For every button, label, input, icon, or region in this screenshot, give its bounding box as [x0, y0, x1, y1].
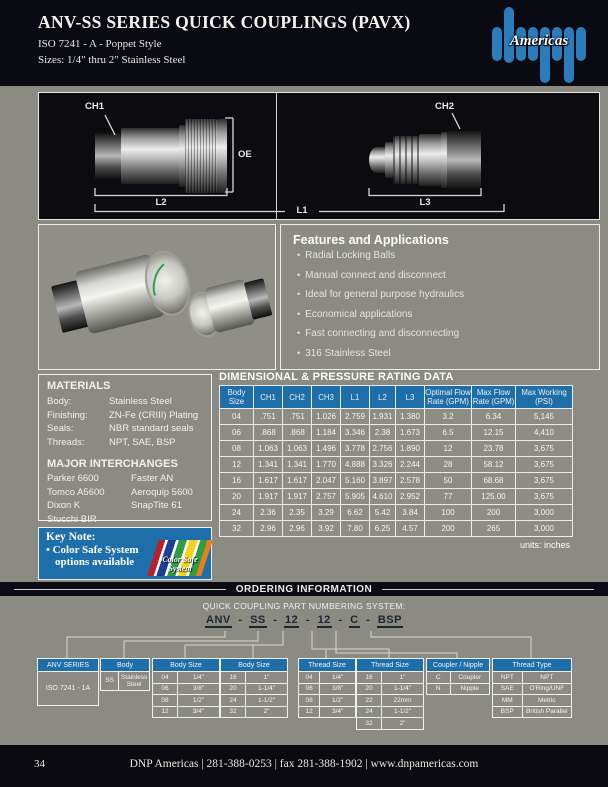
table-cell: 2.96 — [283, 521, 312, 537]
ordering-box-header: ANV SERIES — [38, 659, 98, 671]
table-cell: 3,000 — [516, 521, 573, 537]
ordering-box-row — [299, 694, 355, 706]
ordering-box-value: 1-1/4" — [393, 685, 412, 692]
ordering-box-row — [38, 671, 98, 705]
part-number — [0, 614, 608, 626]
ordering-box-code: 16 — [221, 672, 246, 683]
feature-item — [281, 270, 599, 290]
features-panel — [280, 224, 600, 370]
materials-value: ZN-Fe (CRIII) Plating — [109, 409, 199, 421]
table-cell: 77 — [425, 489, 472, 505]
ordering-box-row — [153, 694, 219, 706]
materials-rows — [47, 395, 211, 449]
table-cell: 1.496 — [312, 441, 341, 457]
page-footer — [0, 745, 608, 787]
ordering-box-value: 2" — [399, 719, 406, 727]
bullet-icon: • — [297, 328, 301, 338]
page-header — [0, 0, 608, 86]
css-text-line1: Color Safe — [162, 555, 198, 564]
table-cell: 1.617 — [283, 473, 312, 489]
ordering-box-row — [221, 706, 287, 718]
ordering-box-header: Body Size — [153, 659, 219, 671]
ordering-box-value: Stainless Steel — [120, 673, 148, 688]
ordering-box-value: 1-1/2" — [257, 696, 276, 704]
materials-label: Body: — [47, 396, 72, 407]
table-row — [220, 425, 573, 441]
table-cell: 20 — [220, 489, 254, 505]
table-cell: 3.29 — [312, 505, 341, 521]
feature-text: Radial Locking Balls — [305, 250, 396, 261]
table-cell: 2.96 — [254, 521, 283, 537]
table-cell: 32 — [220, 521, 254, 537]
ordering-box-row — [493, 671, 571, 683]
part-segment: C — [350, 614, 359, 626]
dnp-americas-logo — [478, 5, 600, 83]
table-cell: 4.57 — [396, 521, 425, 537]
ordering-title: ORDERING INFORMATION — [235, 583, 373, 595]
table-cell: 265 — [472, 521, 516, 537]
ordering-box-code: 24 — [221, 695, 246, 706]
ordering-box-row — [493, 683, 571, 695]
ordering-box — [356, 658, 424, 730]
bullet-icon: • — [297, 347, 301, 358]
ordering-box-row — [493, 694, 571, 706]
ordering-box-value: NPT — [540, 673, 554, 681]
dim-label-l3: L3 — [419, 197, 431, 208]
subtitle-sizes: Sizes: 1/4" thru 2" Stainless Steel — [38, 54, 186, 66]
feature-item — [281, 328, 599, 348]
part-segment: 12 — [285, 614, 299, 626]
ordering-box-code: 20 — [221, 684, 246, 695]
table-cell: 6.62 — [341, 505, 370, 521]
table-header-cell: L3 — [396, 386, 425, 409]
ordering-box-value: 3/8" — [331, 685, 344, 692]
feature-item — [281, 309, 599, 329]
table-cell: 1.026 — [312, 409, 341, 425]
feature-item — [281, 250, 599, 270]
interchanges-rows — [47, 472, 211, 526]
part-segment: 12 — [317, 614, 331, 626]
interchange-row — [47, 486, 211, 500]
bullet-icon: • — [297, 289, 301, 299]
interchange-row — [47, 472, 211, 486]
ordering-box-code: 12 — [153, 707, 178, 718]
ordering-box-code: 20 — [357, 684, 382, 695]
product-photo — [38, 224, 276, 370]
ordering-box-row — [153, 671, 219, 683]
table-cell: 3,675 — [516, 457, 573, 473]
ordering-box-header: Body — [101, 659, 149, 671]
table-header-cell: Body Size — [220, 386, 254, 409]
ordering-box-value: Metric — [537, 696, 556, 704]
ordering-box-row — [357, 694, 423, 706]
ordering-box-cell: ISO 7241 - 1A — [45, 684, 91, 692]
table-cell: 3.897 — [370, 473, 396, 489]
part-segment: ANV — [206, 614, 231, 626]
table-cell: 7.80 — [341, 521, 370, 537]
table-row — [220, 473, 573, 489]
ordering-box — [220, 658, 288, 718]
table-row — [220, 489, 573, 505]
features-title: Features and Applications — [293, 233, 449, 247]
ordering-box-value: 1" — [263, 673, 270, 681]
table-cell: 1.341 — [254, 457, 283, 473]
ordering-box-value: British Parallel — [526, 708, 568, 715]
ordering-box-header: Coupler / Nipple — [427, 659, 489, 671]
ordering-box-code: 04 — [153, 672, 178, 683]
ordering-box-row — [357, 671, 423, 683]
bullet-icon: • — [297, 250, 301, 260]
interchange-left: Tomco A5600 — [47, 486, 105, 498]
css-text-line2: System — [168, 564, 192, 573]
ordering-box-value: 22mm — [393, 696, 412, 704]
logo-region-text: Americas — [509, 33, 569, 49]
ordering-box-code: 32 — [221, 707, 246, 718]
ordering-box-code: 08 — [299, 695, 320, 706]
ordering-box-header: Body Size — [221, 659, 287, 671]
feature-item — [281, 348, 599, 368]
table-cell: 1.341 — [283, 457, 312, 473]
table-cell: .751 — [283, 409, 312, 425]
ordering-subtitle: QUICK COUPLING PART NUMBERING SYSTEM: — [202, 601, 406, 611]
table-header-cell: L2 — [370, 386, 396, 409]
table-cell: 2.36 — [254, 505, 283, 521]
ordering-header-bar — [0, 582, 608, 596]
part-separator: - — [269, 614, 282, 626]
table-cell: 6.34 — [472, 409, 516, 425]
interchange-left: Parker 6600 — [47, 473, 99, 484]
table-cell: 12.15 — [472, 425, 516, 441]
table-cell: 1.917 — [254, 489, 283, 505]
color-safe-system-text — [151, 555, 209, 573]
dim-label-oe: OE — [238, 149, 252, 160]
connector-lines — [0, 631, 608, 658]
ordering-box — [298, 658, 356, 718]
table-cell: 1.931 — [370, 409, 396, 425]
ordering-box-row — [299, 671, 355, 683]
nipple-render — [187, 274, 274, 338]
table-row — [220, 505, 573, 521]
ordering-box-code: 12 — [299, 707, 320, 718]
materials-row — [47, 409, 211, 423]
features-list — [281, 250, 599, 367]
table-row — [220, 409, 573, 425]
table-cell: 24 — [220, 505, 254, 521]
table-cell: 4,410 — [516, 425, 573, 441]
ordering-box-value: O'Ring/UNF — [529, 685, 565, 692]
table-cell: 3.84 — [396, 505, 425, 521]
ordering-box-value: 1/4" — [331, 673, 344, 681]
dim-label-l2: L2 — [155, 197, 167, 208]
ordering-boxes — [0, 658, 608, 728]
table-cell: 2.35 — [283, 505, 312, 521]
ordering-box-header: Thread Type — [493, 659, 571, 671]
table-cell: 12 — [220, 457, 254, 473]
table-title: DIMENSIONAL & PRESSURE RATING DATA — [219, 371, 454, 383]
dimensional-table — [219, 385, 573, 537]
ordering-box-row — [299, 683, 355, 695]
ordering-box-code: BSP — [493, 707, 523, 718]
keynote-line1: • Color Safe System — [46, 544, 139, 556]
table-cell: 1.063 — [254, 441, 283, 457]
table-header-cell: CH2 — [283, 386, 312, 409]
table-cell: 04 — [220, 409, 254, 425]
ordering-box-row — [221, 671, 287, 683]
ordering-box-row — [427, 671, 489, 683]
ordering-box-value: Coupler — [458, 673, 482, 681]
ordering-box-row — [357, 683, 423, 695]
ordering-box — [100, 658, 150, 691]
table-cell: 1.063 — [283, 441, 312, 457]
materials-row — [47, 422, 211, 436]
table-cell: 5.905 — [341, 489, 370, 505]
table-cell: 200 — [425, 521, 472, 537]
ordering-box-value: 3/8" — [192, 685, 205, 692]
table-cell: 3,675 — [516, 489, 573, 505]
ordering-box-code: C — [427, 672, 451, 683]
subtitle-style: ISO 7241 - A - Poppet Style — [38, 38, 162, 50]
part-separator: - — [362, 614, 374, 626]
ordering-box-value: 1/4" — [192, 673, 205, 681]
table-header-cell: L1 — [341, 386, 370, 409]
table-body — [220, 409, 573, 537]
ordering-box — [492, 658, 572, 718]
feature-text: Economical applications — [305, 308, 413, 320]
ordering-box-value: 3/4" — [331, 708, 344, 715]
feature-text: Manual connect and disconnect — [305, 269, 446, 281]
interchange-right: Aeroquip 5600 — [131, 486, 193, 498]
materials-value: NPT, SAE, BSP — [109, 436, 176, 448]
ordering-box-row — [221, 683, 287, 695]
part-segment: SS — [250, 614, 266, 626]
dimensional-table-area — [219, 371, 572, 550]
table-cell: 2.952 — [396, 489, 425, 505]
rule-right — [382, 589, 594, 590]
ordering-box-value: 1-1/2" — [393, 708, 412, 715]
table-cell: .751 — [254, 409, 283, 425]
ordering-box-code: MM — [493, 695, 523, 706]
table-cell: .868 — [254, 425, 283, 441]
table-header-row — [220, 386, 573, 409]
table-cell: 4.888 — [341, 457, 370, 473]
ordering-box-row — [153, 706, 219, 718]
bullet-icon: • — [297, 269, 301, 280]
ordering-box-value: 1-1/4" — [257, 685, 276, 692]
ordering-box-value: 2" — [263, 708, 270, 715]
materials-row — [47, 395, 211, 409]
ordering-box-code: SS — [101, 672, 119, 690]
materials-label: Seals: — [47, 423, 74, 434]
interchange-left: Stucchi BIR — [47, 513, 97, 525]
part-separator: - — [334, 614, 347, 626]
units-note: units: inches — [519, 540, 570, 550]
table-cell: 200 — [472, 505, 516, 521]
ordering-box-code: 24 — [357, 707, 382, 718]
table-cell: 3.92 — [312, 521, 341, 537]
table-cell: 12 — [425, 441, 472, 457]
table-cell: 1.617 — [254, 473, 283, 489]
ordering-box-code: N — [427, 684, 451, 695]
table-cell: 5,145 — [516, 409, 573, 425]
part-separator: - — [302, 614, 314, 626]
interchange-row — [47, 499, 211, 513]
ordering-box-value: Nipple — [460, 685, 479, 692]
ordering-box-row — [493, 706, 571, 718]
table-header-cell: Max Flow Rate (GPM) — [472, 386, 516, 409]
table-cell: 1.917 — [283, 489, 312, 505]
part-segment: BSP — [377, 614, 402, 626]
dim-label-l1: L1 — [296, 205, 308, 216]
table-cell: 1.673 — [396, 425, 425, 441]
table-header-cell: CH3 — [312, 386, 341, 409]
ordering-box-code: SAE — [493, 684, 523, 695]
ordering-box-row — [299, 706, 355, 718]
materials-value: NBR standard seals — [109, 423, 194, 434]
materials-panel — [38, 374, 212, 525]
table-header-cell: Optimal Flow Rate (GPM) — [425, 386, 472, 409]
ordering-box-row — [427, 683, 489, 695]
ordering-box-code: 04 — [299, 672, 320, 683]
table-cell: 3.346 — [341, 425, 370, 441]
panel-divider — [276, 93, 277, 219]
rule-left — [14, 589, 226, 590]
part-separator: - — [234, 614, 247, 626]
ordering-box-row — [153, 683, 219, 695]
feature-text: 316 Stainless Steel — [305, 347, 391, 359]
table-cell: 125.00 — [472, 489, 516, 505]
table-row — [220, 457, 573, 473]
table-cell: 08 — [220, 441, 254, 457]
materials-value: Stainless Steel — [109, 396, 172, 407]
table-cell: 2.756 — [370, 441, 396, 457]
interchange-right: SnapTite 61 — [131, 500, 182, 511]
contact-info: DNP Americas | 281-388-0253 | fax 281-388-1902 | www.dnpamericas.com — [129, 758, 479, 770]
ordering-box-code: NPT — [493, 672, 523, 683]
dim-label-ch1: CH1 — [85, 101, 105, 112]
ordering-box-header: Thread Size — [357, 659, 423, 671]
coupler-render — [49, 249, 183, 341]
table-cell: 2.757 — [312, 489, 341, 505]
table-cell: 3,000 — [516, 505, 573, 521]
bullet-icon: • — [297, 308, 301, 319]
ordering-box-header: Thread Size — [299, 659, 355, 671]
dimension-lines — [39, 93, 597, 217]
materials-row — [47, 436, 211, 450]
ordering-box — [426, 658, 490, 695]
table-cell: 5.42 — [370, 505, 396, 521]
table-row — [220, 521, 573, 537]
ordering-box — [37, 658, 99, 706]
table-cell: 1.184 — [312, 425, 341, 441]
ordering-box-row — [357, 706, 423, 718]
materials-label: Finishing: — [47, 409, 88, 421]
table-cell: 5.160 — [341, 473, 370, 489]
materials-label: Threads: — [47, 436, 85, 448]
feature-text: Ideal for general purpose hydraulics — [305, 289, 465, 300]
interchange-right: Faster AN — [131, 473, 174, 484]
table-cell: 68.68 — [472, 473, 516, 489]
table-row — [220, 441, 573, 457]
table-cell: 23.78 — [472, 441, 516, 457]
table-cell: 2.578 — [396, 473, 425, 489]
table-cell: 3.2 — [425, 409, 472, 425]
table-cell: 16 — [220, 473, 254, 489]
ordering-box-row — [101, 671, 149, 690]
keynote-panel — [38, 527, 212, 580]
feature-text: Fast connecting and disconnecting — [305, 328, 460, 339]
table-cell: 3.326 — [370, 457, 396, 473]
keynote-line2: options available — [55, 556, 135, 568]
table-cell: 2.244 — [396, 457, 425, 473]
table-cell: 2.759 — [341, 409, 370, 425]
ordering-box-row — [221, 694, 287, 706]
table-cell: 6.25 — [370, 521, 396, 537]
ordering-box-value: 1/2" — [192, 696, 205, 704]
table-cell: 50 — [425, 473, 472, 489]
materials-title: MATERIALS — [47, 380, 111, 392]
table-cell: 4.610 — [370, 489, 396, 505]
table-header-cell: CH1 — [254, 386, 283, 409]
ordering-box-code: 08 — [153, 695, 178, 706]
table-cell: 6.5 — [425, 425, 472, 441]
table-cell: 2.38 — [370, 425, 396, 441]
table-cell: 3,675 — [516, 441, 573, 457]
table-cell: 28 — [425, 457, 472, 473]
page-title: ANV-SS SERIES QUICK COUPLINGS (PAVX) — [38, 12, 411, 32]
dimension-diagram-panel — [38, 92, 600, 220]
ordering-box-code: 32 — [357, 718, 382, 729]
ordering-box-row — [357, 717, 423, 729]
table-cell: 3.778 — [341, 441, 370, 457]
interchange-row — [47, 513, 211, 527]
table-cell: 58.12 — [472, 457, 516, 473]
ordering-box-code: 16 — [357, 672, 382, 683]
table-cell: 3,675 — [516, 473, 573, 489]
dim-label-ch2: CH2 — [435, 101, 455, 112]
keynote-title: Key Note: — [46, 531, 96, 543]
table-cell: 2.047 — [312, 473, 341, 489]
interchange-left: Dixon K — [47, 500, 81, 511]
ordering-box-value: 3/4" — [192, 708, 205, 715]
ordering-box-value: 1" — [399, 673, 406, 681]
ordering-box-code: 06 — [153, 684, 178, 695]
table-cell: 06 — [220, 425, 254, 441]
feature-item — [281, 289, 599, 309]
table-cell: 1.890 — [396, 441, 425, 457]
ordering-box-code: 22 — [357, 695, 382, 706]
page-number: 34 — [34, 758, 45, 770]
interchanges-title: MAJOR INTERCHANGES — [47, 458, 178, 470]
table-cell: 1.380 — [396, 409, 425, 425]
ordering-box — [152, 658, 220, 718]
table-header-cell: Max Working (PSI) — [516, 386, 573, 409]
table-cell: 100 — [425, 505, 472, 521]
table-cell: 1.770 — [312, 457, 341, 473]
table-cell: .868 — [283, 425, 312, 441]
ordering-box-value: 1/2" — [331, 696, 344, 704]
ordering-box-code: 06 — [299, 684, 320, 695]
